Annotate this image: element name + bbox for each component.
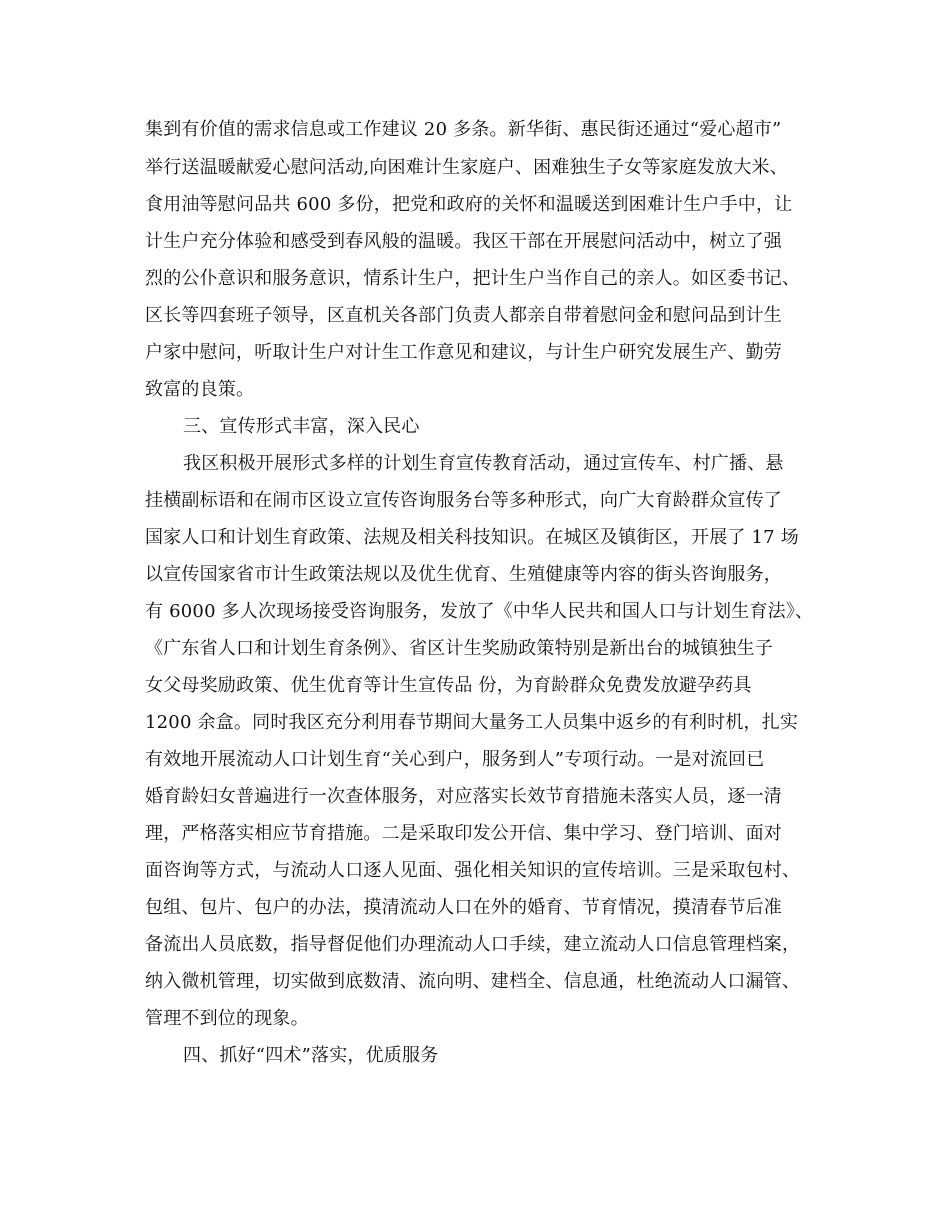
paragraph-line: 有 6000 多人次现场接受咨询服务，发放了《中华人民共和国人口与计划生育法》、: [145, 601, 814, 622]
paragraph-line: 区长等四套班子领导，区直机关各部门负责人都亲自带着慰问金和慰问品到计生: [145, 305, 782, 326]
paragraph-line: 《广东省人口和计划生育条例》、省区计生奖励政策特别是新出台的城镇独生子: [145, 638, 773, 659]
section-heading: 四、抓好“四术”落实，优质服务: [183, 1045, 439, 1066]
paragraph-line: 理，严格落实相应节育措施。二是采取印发公开信、集中学习、登门培训、面对: [145, 823, 782, 844]
paragraph-line: 计生户充分体验和感受到春风般的温暖。我区干部在开展慰问活动中，树立了强: [145, 231, 782, 252]
paragraph-line: 备流出人员底数，指导督促他们办理流动人口手续，建立流动人口信息管理档案，: [145, 934, 801, 955]
paragraph-line: 致富的良策。: [145, 379, 255, 400]
paragraph-line: 纳入微机管理，切实做到底数清、流向明、建档全、信息通，杜绝流动人口漏管、: [145, 971, 801, 992]
paragraph-line: 婚育龄妇女普遍进行一次查体服务，对应落实长效节育措施未落实人员，逐一清: [145, 786, 782, 807]
paragraph-line: 挂横副标语和在闹市区设立宣传咨询服务台等多种形式，向广大育龄群众宣传了: [145, 490, 782, 511]
paragraph-line: 1200 余盒。同时我区充分利用春节期间大量务工人员集中返乡的有利时机，扎实: [145, 712, 799, 733]
paragraph-line: 我区积极开展形式多样的计划生育宣传教育活动，通过宣传车、村广播、悬: [183, 453, 784, 474]
paragraph-line: 面咨询等方式，与流动人口逐人见面、强化相关知识的宣传培训。三是采取包村、: [145, 860, 801, 881]
paragraph-line: 户家中慰问，听取计生户对计生工作意见和建议，与计生户研究发展生产、勤劳: [145, 342, 782, 363]
paragraph-line: 食用油等慰问品共 600 多份，把党和政府的关怀和温暖送到困难计生户手中，让: [145, 194, 793, 215]
paragraph-line: 有效地开展流动人口计划生育“关心到户，服务到人”专项行动。一是对流回已: [145, 749, 765, 770]
paragraph-line: 包组、包片、包户的办法，摸清流动人口在外的婚育、节育情况，摸清春节后准: [145, 897, 782, 918]
paragraph-line: 国家人口和计划生育政策、法规及相关科技知识。在城区及镇街区，开展了 17 场: [145, 527, 799, 548]
paragraph-line: 举行送温暖献爱心慰问活动,向困难计生家庭户、困难独生子女等家庭发放大米、: [145, 157, 788, 178]
paragraph-line: 女父母奖励政策、优生优育等计生宣传品 份，为育龄群众免费发放避孕药具: [145, 675, 752, 696]
paragraph-line: 管理不到位的现象。: [145, 1008, 309, 1029]
paragraph-line: 以宣传国家省市计生政策法规以及优生优育、生殖健康等内容的街头咨询服务，: [145, 564, 782, 585]
paragraph-line: 烈的公仆意识和服务意识，情系计生户，把计生户当作自己的亲人。如区委书记、: [145, 268, 801, 289]
section-heading: 三、宣传形式丰富，深入民心: [183, 416, 420, 437]
paragraph-line: 集到有价值的需求信息或工作建议 20 多条。新华街、惠民街还通过“爱心超市”: [145, 119, 782, 140]
